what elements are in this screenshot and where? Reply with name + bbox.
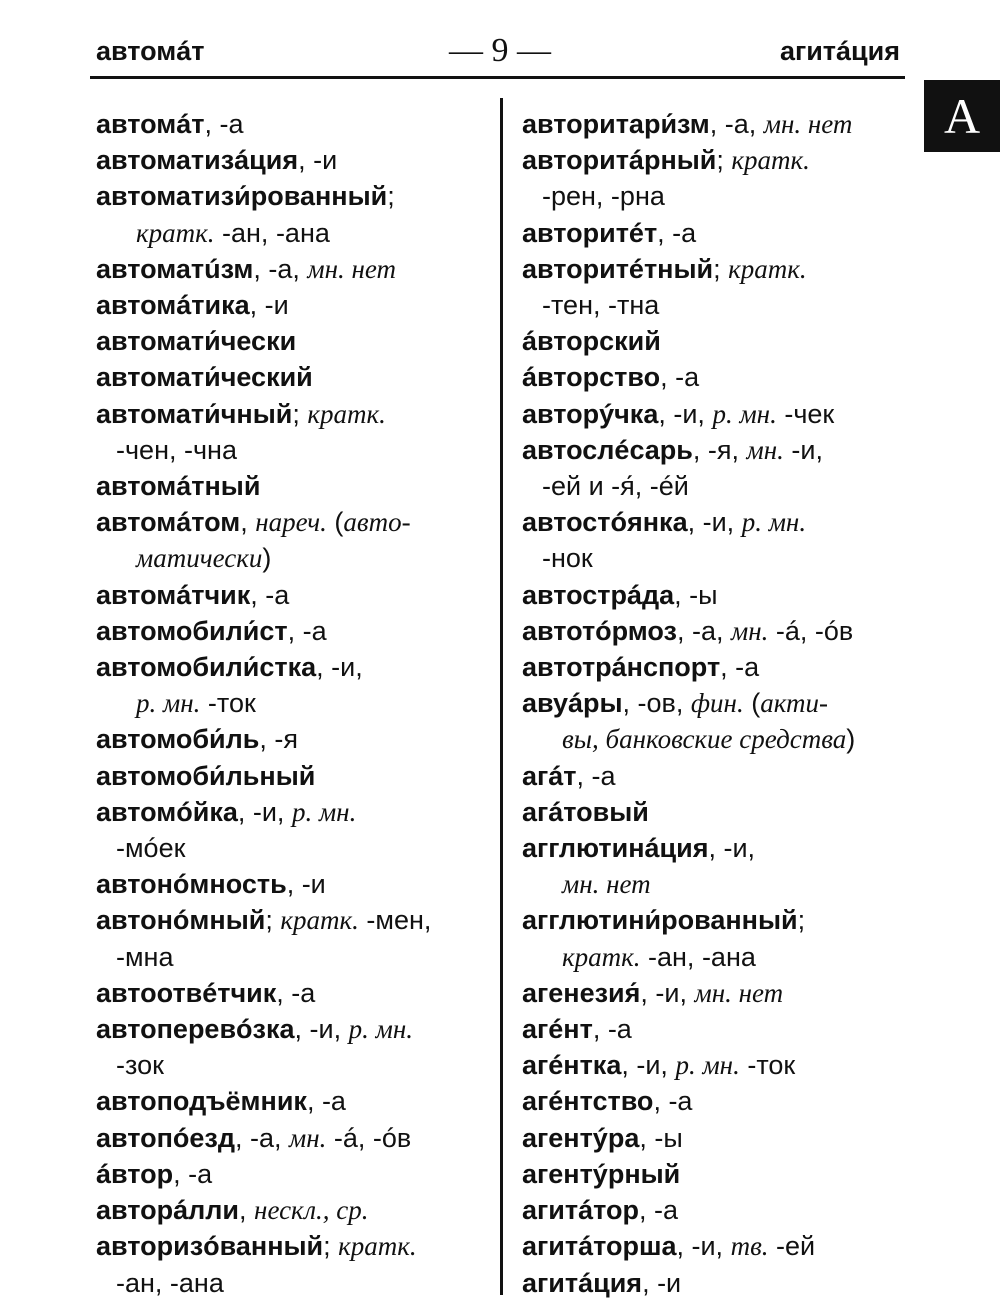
header-right-guide-word: агитáция — [779, 36, 900, 66]
entry-grammar: ) — [846, 724, 856, 755]
entry-continuation — [522, 939, 914, 975]
dictionary-entry — [522, 1047, 914, 1083]
dictionary-entry — [522, 142, 914, 214]
entry-headword: авторитéт — [522, 217, 658, 248]
entry-grammar: -á, -óв — [768, 615, 854, 646]
dictionary-entry — [96, 649, 494, 721]
entry-headword: агитáторша — [522, 1231, 677, 1262]
entry-continuation — [96, 1047, 494, 1083]
dictionary-entry — [96, 866, 494, 902]
entry-headword: автонóмность — [96, 869, 287, 900]
entry-headword: автомóйка — [96, 796, 238, 827]
entry-grammar: , -а, — [709, 109, 764, 139]
dictionary-entry — [96, 577, 494, 613]
entry-headword: автоматизáция — [96, 145, 299, 176]
entry-headword: автомáтика — [96, 290, 250, 321]
entry-label: мн. нет — [307, 253, 397, 284]
entry-headword: автомáтчик — [96, 579, 251, 610]
entry-headword: автоматизи́рованный — [96, 181, 388, 212]
entry-label: мн. нет — [763, 109, 853, 139]
dictionary-entry — [522, 577, 914, 613]
entry-headword: áвторство — [522, 362, 661, 393]
dictionary-entry — [522, 902, 914, 974]
dictionary-entry — [522, 830, 914, 902]
dictionary-entry — [96, 1192, 494, 1228]
entry-headword: агглютинáция — [522, 833, 709, 864]
entry-headword: агéнтка — [522, 1050, 622, 1081]
left-column — [96, 106, 494, 1301]
entry-grammar: , -а — [287, 615, 327, 646]
entry-headword: агéнт — [522, 1014, 593, 1045]
entry-headword: автонóмный — [96, 905, 266, 936]
entry-grammar: , -и, — [687, 507, 742, 538]
dictionary-entry — [522, 794, 914, 830]
entry-grammar: -ей — [768, 1231, 816, 1262]
entry-grammar: , -и, — [316, 652, 363, 683]
dictionary-entry — [522, 649, 914, 685]
dictionary-entry — [96, 1228, 494, 1300]
entry-label: нескл., ср. — [254, 1195, 369, 1226]
entry-grammar: ; — [292, 398, 308, 429]
dictionary-entry — [96, 178, 494, 250]
entry-headword: агáт — [522, 760, 577, 791]
entry-headword: автомобили́стка — [96, 652, 317, 683]
entry-grammar: , -а — [250, 579, 290, 610]
dictionary-entry — [96, 504, 494, 576]
entry-headword: агентýрный — [522, 1158, 681, 1189]
entry-grammar: , -а, — [253, 253, 308, 284]
entry-grammar: -чек — [776, 398, 835, 429]
entry-headword: автомáтом — [96, 507, 241, 538]
entry-headword: автотрáнспорт — [522, 652, 721, 683]
entry-label: мн. — [731, 615, 769, 646]
entry-headword: агенезия́ — [522, 977, 641, 1008]
entry-label: вы, банковские средства — [562, 724, 847, 755]
entry-headword: автомати́ческий — [96, 362, 313, 393]
entry-label: кратк. — [562, 941, 641, 972]
entry-grammar: -мен, — [358, 905, 432, 936]
entry-headword: автоподъёмник — [96, 1086, 307, 1117]
entry-grammar: , -а — [173, 1158, 213, 1189]
dictionary-entry — [96, 613, 494, 649]
dictionary-entry — [522, 504, 914, 576]
entry-headword: агитáтор — [522, 1195, 639, 1226]
entry-grammar: , -а, — [235, 1122, 290, 1153]
entry-headword: авторитари́зм — [522, 109, 710, 139]
entry-grammar: , -и — [642, 1267, 682, 1298]
entry-label: кратк. — [731, 145, 810, 176]
entry-continuation — [522, 468, 914, 504]
entry-continuation — [96, 1265, 494, 1301]
entry-grammar: ( — [326, 507, 344, 538]
dictionary-entry — [522, 251, 914, 323]
entry-grammar: , -а — [660, 362, 700, 393]
entry-grammar: , -а — [306, 1086, 346, 1117]
dictionary-entry — [96, 1156, 494, 1192]
entry-grammar: , -а — [638, 1195, 678, 1226]
entry-grammar: , -и, — [640, 977, 695, 1008]
entry-headword: автомоби́льный — [96, 760, 316, 791]
entry-label: р. мн. — [675, 1050, 740, 1081]
entry-grammar: ) — [262, 543, 272, 574]
entry-grammar: , -и — [249, 290, 289, 321]
entry-headword: автомобили́ст — [96, 615, 288, 646]
entry-label: матически — [136, 543, 263, 574]
entry-continuation — [96, 540, 494, 576]
entry-continuation — [96, 685, 494, 721]
entry-headword: áвтор — [96, 1158, 174, 1189]
entry-headword: авторизóванный — [96, 1231, 324, 1262]
entry-grammar: -мóек — [116, 833, 186, 864]
entry-label: мн. нет — [562, 869, 651, 900]
dictionary-entry — [522, 1083, 914, 1119]
entry-grammar: ; — [323, 1231, 339, 1262]
entry-continuation — [522, 287, 914, 323]
dictionary-entry — [522, 1265, 914, 1301]
entry-headword: автомáт — [96, 109, 205, 139]
entry-continuation — [522, 721, 914, 757]
entry-grammar: -чен, -чна — [116, 434, 237, 465]
entry-grammar: , -и, — [658, 398, 713, 429]
dictionary-entry — [522, 1156, 914, 1192]
entry-continuation — [522, 866, 914, 902]
entry-grammar: -ток — [739, 1050, 796, 1081]
entry-grammar: -ток — [200, 688, 256, 719]
entry-grammar: , -а — [276, 977, 316, 1008]
dictionary-entry — [96, 1083, 494, 1119]
entry-label: кратк. — [728, 253, 807, 284]
entry-headword: авторитéтный — [522, 253, 714, 284]
entry-headword: автослéсарь — [522, 434, 693, 465]
dictionary-entry — [96, 468, 494, 504]
entry-headword: автопóезд — [96, 1122, 235, 1153]
entry-label: р. мн. — [741, 507, 807, 538]
entry-grammar: , -и, — [676, 1231, 731, 1262]
entry-grammar: -ан, -ана — [116, 1267, 224, 1298]
entry-headword: автомоби́ль — [96, 724, 260, 755]
entry-continuation — [522, 178, 914, 214]
entry-headword: автоматúзм — [96, 253, 254, 284]
entry-headword: автоотвéтчик — [96, 977, 277, 1008]
dictionary-entry — [522, 323, 914, 359]
entry-headword: авторýчка — [522, 398, 659, 429]
entry-grammar: ; — [713, 253, 729, 284]
entry-grammar: , -а — [653, 1086, 693, 1117]
dictionary-entry — [522, 432, 914, 504]
dictionary-entry — [522, 106, 914, 142]
entry-headword: автостóянка — [522, 507, 688, 538]
dictionary-entry — [96, 1120, 494, 1156]
entry-grammar: -ей и -я́, -éй — [542, 471, 689, 502]
entry-label: р. мн. — [712, 398, 777, 429]
dictionary-entry — [96, 323, 494, 359]
entry-headword: авторáлли — [96, 1195, 240, 1226]
entry-grammar: -ан, -ана — [214, 217, 330, 248]
entry-headword: агглютини́рованный — [522, 905, 798, 936]
entry-grammar: -нок — [542, 543, 593, 574]
entry-grammar: -и, — [783, 434, 823, 465]
entry-grammar: ; — [797, 905, 806, 936]
entry-headword: агáтовый — [522, 796, 649, 827]
entry-grammar: , -и, — [621, 1050, 676, 1081]
dictionary-entry — [522, 613, 914, 649]
entry-label: кратк. — [338, 1231, 417, 1262]
entry-grammar: ( — [743, 688, 761, 719]
entry-label: нареч. — [255, 507, 327, 538]
entry-label: фин. — [690, 688, 744, 719]
entry-grammar: , -а — [592, 1014, 632, 1045]
dictionary-entry — [522, 215, 914, 251]
entry-grammar: ; — [716, 145, 732, 176]
entry-label: мн. нет — [694, 977, 784, 1008]
dictionary-entry — [96, 142, 494, 178]
entry-grammar: , -и — [298, 145, 338, 176]
dictionary-entry — [96, 396, 494, 468]
page-number: — 9 — — [449, 32, 551, 69]
dictionary-entry — [522, 396, 914, 432]
entry-label: тв. — [730, 1231, 769, 1262]
dictionary-entry — [96, 359, 494, 395]
entry-grammar: -ан, -ана — [640, 941, 756, 972]
entry-grammar: -мна — [116, 941, 174, 972]
entry-label: кратк. — [307, 398, 386, 429]
entry-headword: автострáда — [522, 579, 675, 610]
dictionary-entry — [96, 975, 494, 1011]
entry-grammar: , — [240, 507, 256, 538]
dictionary-entry — [96, 902, 494, 974]
entry-grammar: , -а — [576, 760, 616, 791]
entry-label: акти- — [760, 688, 828, 719]
entry-grammar: , -и, — [237, 796, 292, 827]
entry-label: авто- — [343, 507, 411, 538]
entry-headword: автоперевóзка — [96, 1014, 295, 1045]
entry-grammar: , -а — [657, 217, 697, 248]
dictionary-entry — [96, 287, 494, 323]
entry-headword: автомати́чески — [96, 326, 297, 357]
entry-label: мн. — [289, 1122, 327, 1153]
entry-grammar: , -я — [259, 724, 299, 755]
entry-grammar: , -и, — [708, 833, 756, 864]
entry-label: кратк. — [280, 905, 359, 936]
dictionary-entry — [96, 251, 494, 287]
entry-grammar: -зок — [116, 1050, 164, 1081]
entry-grammar: , -ов, — [622, 688, 691, 719]
dictionary-entry — [522, 1228, 914, 1264]
right-column — [522, 106, 914, 1301]
page-header — [0, 0, 1000, 80]
entry-grammar: , -ы — [639, 1122, 683, 1153]
entry-grammar: , -ы — [674, 579, 718, 610]
entry-grammar: , -а — [204, 109, 244, 139]
entry-headword: агентýра — [522, 1122, 640, 1153]
entry-grammar: ; — [265, 905, 281, 936]
column-divider — [500, 98, 503, 1295]
dictionary-entry — [522, 1011, 914, 1047]
dictionary-entry — [522, 685, 914, 757]
entry-grammar: , — [239, 1195, 255, 1226]
entry-grammar: -рен, -рна — [542, 181, 665, 212]
entry-headword: авуáры — [522, 688, 623, 719]
entry-continuation — [96, 432, 494, 468]
entry-grammar: , -я, — [692, 434, 747, 465]
dictionary-entry — [522, 758, 914, 794]
entry-grammar: , -и, — [294, 1014, 349, 1045]
dictionary-entry — [96, 106, 494, 142]
entry-grammar: , -а, — [676, 615, 731, 646]
entry-grammar: ; — [387, 181, 395, 212]
entry-grammar: , -а — [720, 652, 760, 683]
entry-continuation — [522, 540, 914, 576]
dictionary-entry — [96, 758, 494, 794]
entry-headword: áвторский — [522, 326, 661, 357]
entry-headword: агéнтство — [522, 1086, 654, 1117]
entry-grammar: -á, -óв — [326, 1122, 412, 1153]
dictionary-entry — [96, 1011, 494, 1083]
entry-headword: автомáтный — [96, 471, 261, 502]
entry-label: мн. — [746, 434, 784, 465]
entry-headword: автотóрмоз — [522, 615, 677, 646]
dictionary-entry — [522, 975, 914, 1011]
header-rule — [90, 76, 905, 79]
dictionary-entry — [522, 359, 914, 395]
section-letter-tab: А — [924, 80, 1000, 152]
entry-continuation — [96, 215, 494, 251]
entry-grammar: , -и — [286, 869, 326, 900]
entry-label: р. мн. — [136, 688, 201, 719]
entry-label: р. мн. — [348, 1014, 413, 1045]
entry-label: кратк. — [136, 217, 215, 248]
entry-headword: авторитáрный — [522, 145, 717, 176]
entry-headword: автомати́чный — [96, 398, 293, 429]
dictionary-entry — [96, 794, 494, 866]
entry-label: р. мн. — [291, 796, 357, 827]
entry-continuation — [96, 830, 494, 866]
entry-continuation — [96, 939, 494, 975]
dictionary-entry — [522, 1120, 914, 1156]
entry-grammar: -тен, -тна — [542, 290, 660, 321]
dictionary-entry — [96, 721, 494, 757]
entry-headword: агитáция — [522, 1267, 643, 1298]
dictionary-entry — [522, 1192, 914, 1228]
header-left-guide-word: автомáт — [96, 36, 205, 66]
